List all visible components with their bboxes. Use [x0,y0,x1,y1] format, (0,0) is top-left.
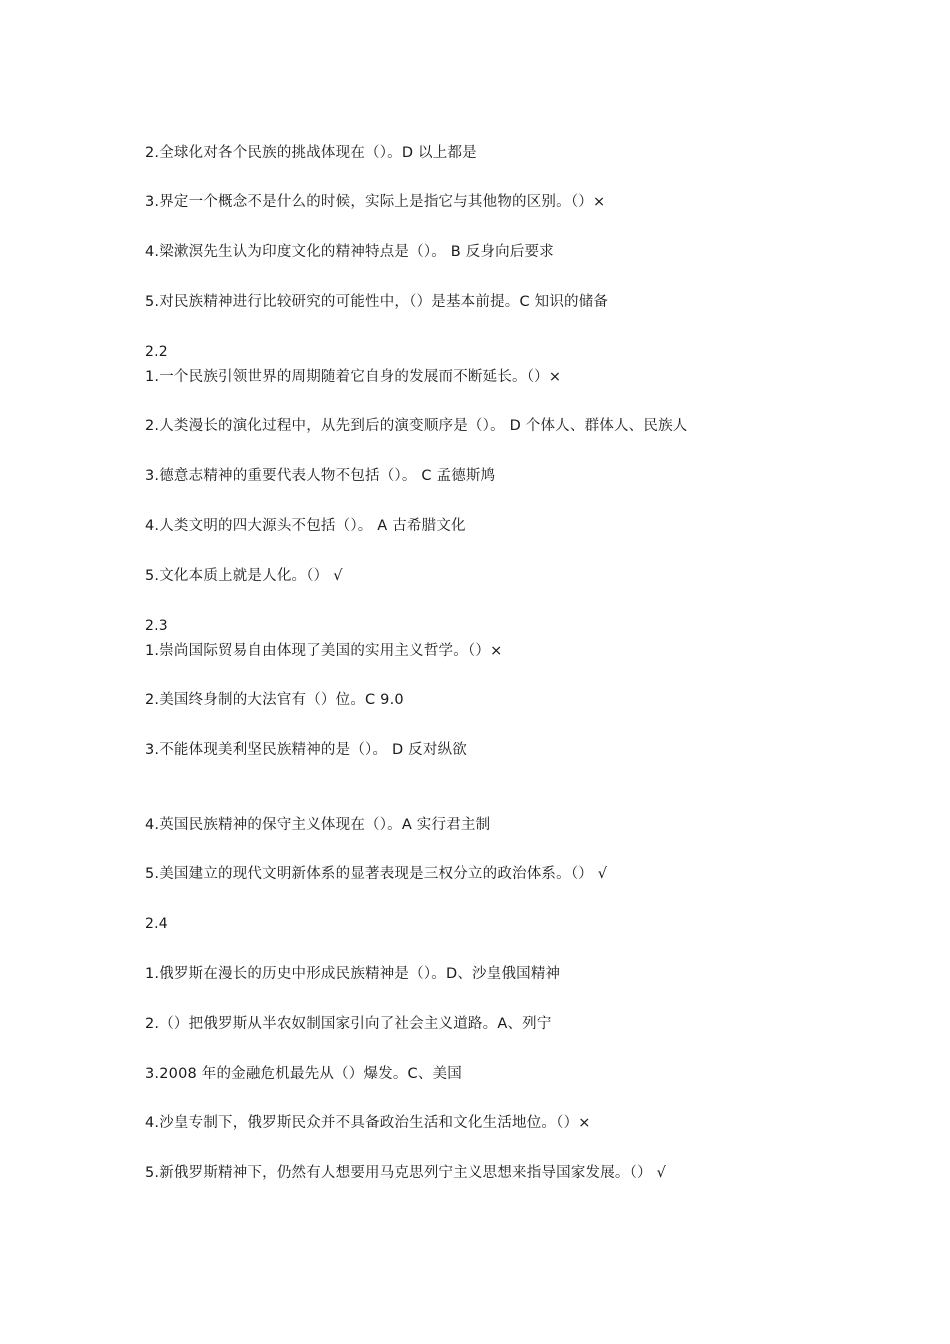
question-line: 3.界定一个概念不是什么的时候，实际上是指它与其他物的区别。（）× [145,194,606,210]
question-line: 3.德意志精神的重要代表人物不包括（）。 C 孟德斯鸠 [145,468,496,484]
question-line: 4.沙皇专制下，俄罗斯民众并不具备政治生活和文化生活地位。（）× [145,1115,591,1131]
question-line: 5.对民族精神进行比较研究的可能性中，（）是基本前提。C 知识的储备 [145,294,609,310]
question-line: 1.崇尚国际贸易自由体现了美国的实用主义哲学。（）× [145,643,503,659]
question-line: 1.一个民族引领世界的周期随着它自身的发展而不断延长。（）× [145,369,562,385]
question-line: 3.2008 年的金融危机最先从（）爆发。C、美国 [145,1066,462,1082]
question-line: 2.全球化对各个民族的挑战体现在（）。D 以上都是 [145,145,477,161]
section-heading: 2.2 [145,344,168,360]
section-heading: 2.3 [145,618,168,634]
question-line: 4.英国民族精神的保守主义体现在（）。A 实行君主制 [145,817,491,833]
question-line: 5.美国建立的现代文明新体系的显著表现是三权分立的政治体系。（） √ [145,866,608,882]
question-line: 1.俄罗斯在漫长的历史中形成民族精神是（）。D、沙皇俄国精神 [145,966,561,982]
question-line: 4.人类文明的四大源头不包括（）。 A 古希腊文化 [145,518,466,534]
question-line: 2.人类漫长的演化过程中，从先到后的演变顺序是（）。 D 个体人、群体人、民族人 [145,418,688,434]
question-line: 4.梁漱溟先生认为印度文化的精神特点是（）。 B 反身向后要求 [145,244,554,260]
question-line: 2.美国终身制的大法官有（）位。C 9.0 [145,692,404,708]
question-line: 3.不能体现美利坚民族精神的是（）。 D 反对纵欲 [145,742,467,758]
question-line: 5.新俄罗斯精神下，仍然有人想要用马克思列宁主义思想来指导国家发展。（） √ [145,1165,667,1181]
question-line: 2.（）把俄罗斯从半农奴制国家引向了社会主义道路。A、列宁 [145,1016,552,1032]
section-heading: 2.4 [145,916,168,932]
question-line: 5.文化本质上就是人化。（） √ [145,568,343,584]
